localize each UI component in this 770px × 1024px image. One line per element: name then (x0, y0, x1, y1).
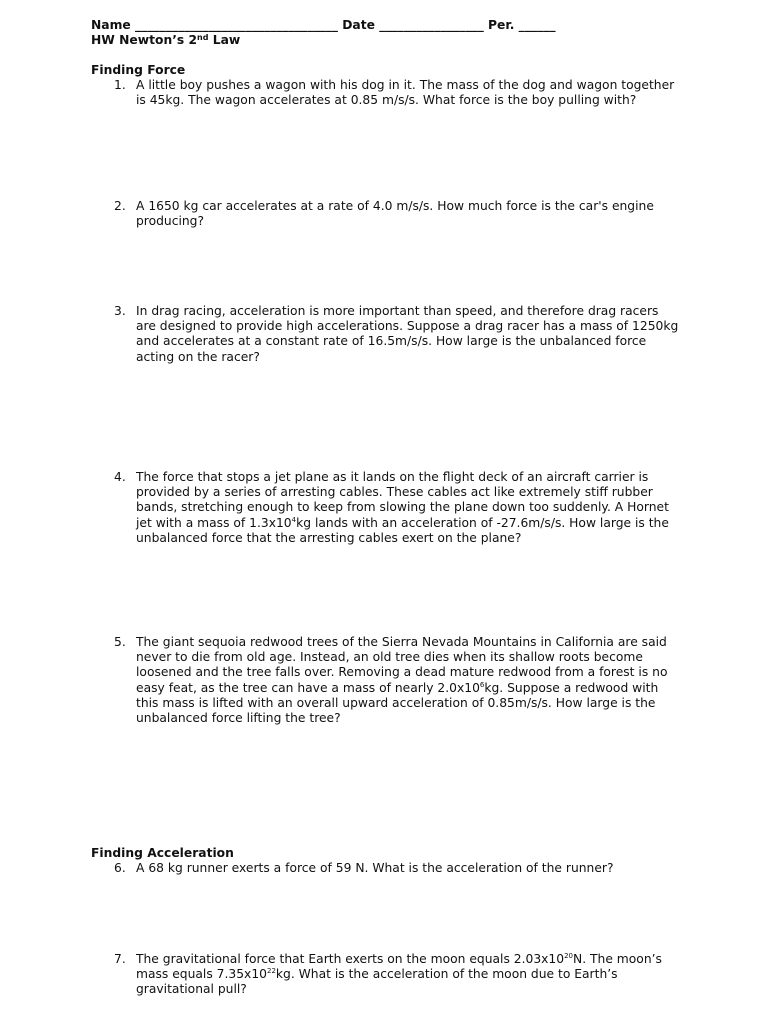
question-number: 2. (114, 199, 126, 213)
question-text: A 1650 kg car accelerates at a rate of 4.0 m/s/s. How much force is the car's engine producing? (136, 199, 654, 229)
question-number: 4. (114, 470, 126, 484)
question-text: The force that stops a jet plane as it lands on the flight deck of an aircraft carrier is provided by a series of arresting cables. These cables act like extremely stiff rubber bands, stretching enough to keep from slowing the plane down too suddenly. A Hornet jet with a mass of $1.3x10^4kg$ lands with an acceleration of -27.6m/s/s. How large is the unbalanced force that the arresting cables exert on the plane? (136, 470, 669, 545)
worksheet-title: HW Newton’s 2nd Law (91, 33, 241, 47)
name-label: Name (91, 18, 131, 32)
question-text: A little boy pushes a wagon with his dog in it. The mass of the dog and wagon together is 45kg. The wagon accelerates at 0.85 m/s/s. What force is the boy pulling with? (136, 78, 675, 108)
date-blank[interactable]: _________________ (379, 18, 484, 32)
question-text: In drag racing, acceleration is more important than speed, and therefore drag racers are designed to provide high accelerations. Suppose a drag racer has a mass of 1250kg and accelerates at a constant rate of 16.5m/s/s. How large is the unbalanced force acting on the racer? (136, 304, 679, 364)
section-finding-force: Finding Force (91, 63, 186, 77)
question-number: 5. (114, 635, 126, 649)
question-number: 6. (114, 861, 126, 875)
question-text: The gravitational force that Earth exerts on the moon equals $2.03x10^{20}N$. The moon’s mass equals $7.35x10^{22}kg$. What is the acceleration of the moon due to Earth’s gravitational pull? (136, 952, 662, 997)
question-number: 3. (114, 304, 126, 318)
date-label: Date (342, 18, 375, 32)
period-blank[interactable]: ______ (518, 18, 556, 32)
question-text: A 68 kg runner exerts a force of 59 N. What is the acceleration of the runner? (136, 861, 614, 875)
question-text: The giant sequoia redwood trees of the Sierra Nevada Mountains in California are said never to die from old age. Instead, an old tree dies when its shallow roots become loosened and the tree falls over. Removing a dead mature redwood from a forest is no easy feat, as the tree can have a mass of nearly $2.0x10^6kg$. Suppose a redwood with this mass is lifted with an overall upward acceleration of 0.85m/s/s. How large is the unbalanced force lifting the tree? (136, 635, 668, 726)
question-number: 1. (114, 78, 126, 92)
section-finding-acceleration: Finding Acceleration (91, 846, 234, 860)
question-number: 7. (114, 952, 126, 966)
period-label: Per. (488, 18, 515, 32)
name-blank[interactable]: _________________________________ (135, 18, 338, 32)
header-line (91, 18, 556, 33)
